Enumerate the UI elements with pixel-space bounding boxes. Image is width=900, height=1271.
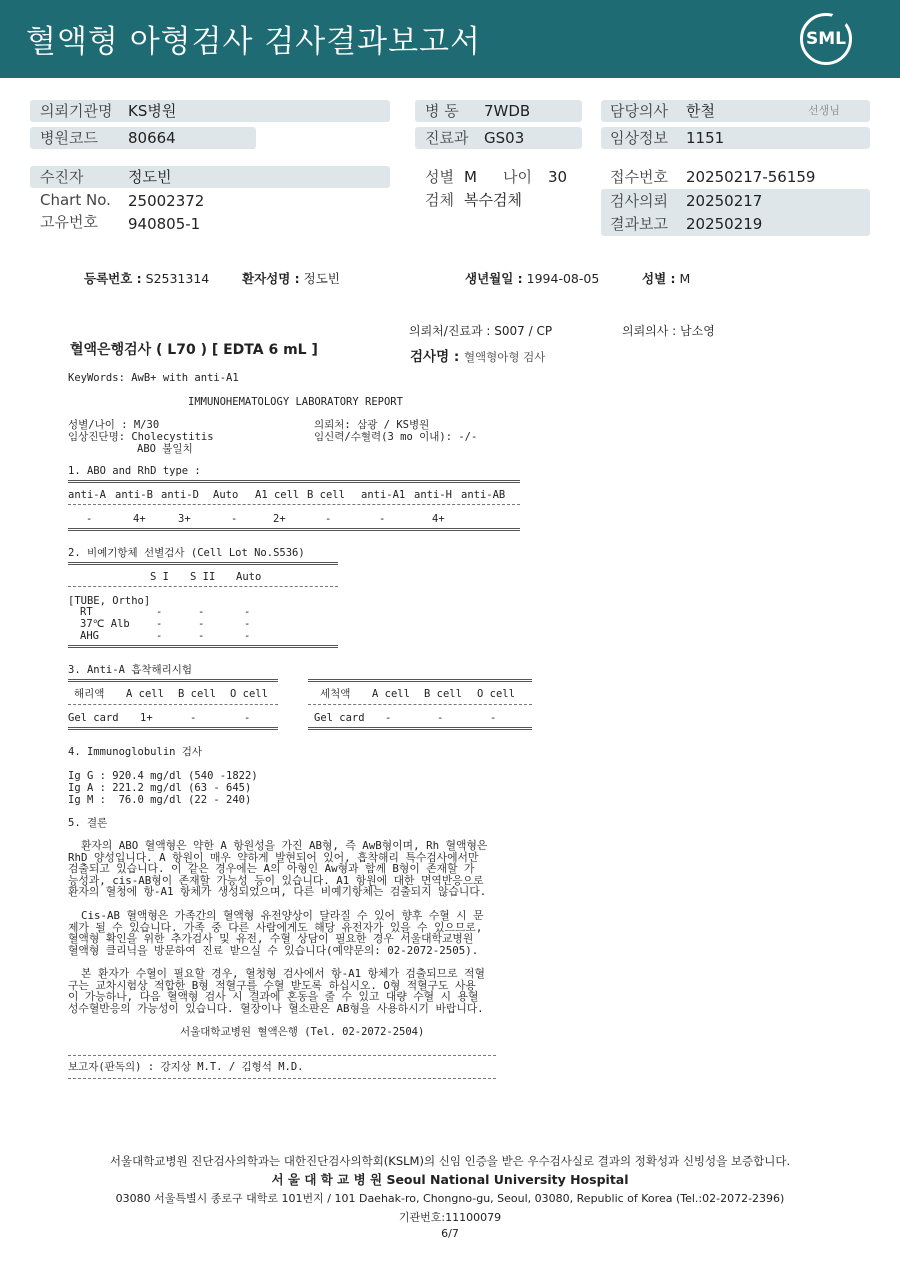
sex-label: 성별: [425, 168, 454, 186]
s2-h2: Auto: [236, 571, 262, 583]
specimen-label: 검체: [425, 191, 454, 209]
page-number: 6/7: [441, 1227, 459, 1240]
ig-g: Ig G : 920.4 mg/dl (540 -1822): [68, 770, 258, 782]
dept-value: GS03: [484, 129, 525, 147]
report-value: 20250219: [686, 215, 763, 233]
summary-sex: 성별 : M: [642, 271, 691, 286]
exam-name: 검사명 : 혈액형아형 검사: [410, 349, 546, 365]
report-label: 결과보고: [610, 215, 668, 233]
ward-label: 병 동: [425, 102, 459, 120]
s2-row-name: 37℃ Alb: [80, 618, 130, 630]
section1-rule-bottom: [68, 528, 520, 531]
section1-title: 1. ABO and RhD type :: [68, 465, 201, 477]
code-value: 80664: [128, 129, 176, 147]
s1-h8: anti-AB: [461, 489, 506, 501]
blood-bank-contact: 서울대학교병원 혈액은행 (Tel. 02-2072-2504): [180, 1026, 425, 1038]
doctor-suffix: 선생님: [808, 104, 840, 117]
reg-no: 등록번호 : S2531314: [84, 271, 210, 286]
section2-rule-top: [68, 562, 338, 565]
code-label: 병원코드: [40, 129, 98, 147]
s3-lv1: 1+: [140, 712, 153, 724]
s1-v2: 3+: [178, 513, 191, 525]
hospital-label: 의뢰기관명: [40, 102, 113, 120]
s2-cell: -: [244, 618, 251, 630]
report-header-band: [0, 0, 900, 78]
s1-h7: anti-H: [414, 489, 452, 501]
ward-value: 7WDB: [484, 102, 531, 120]
section3-left-rule-top: [68, 679, 278, 682]
s2-h0: S I: [150, 571, 169, 583]
sex-value: M: [464, 168, 477, 186]
section3-right-dash: [308, 704, 532, 705]
chart-label: Chart No.: [40, 191, 111, 209]
section2-rule-bottom: [68, 645, 338, 648]
s2-cell: -: [198, 618, 205, 630]
s1-v1: 4+: [133, 513, 146, 525]
s3-rv0: Gel card: [314, 712, 365, 724]
reporter-rule-top: [68, 1055, 496, 1056]
diagnosis: 임상진단명: Cholecystitis: [68, 431, 214, 443]
keywords: KeyWords: AwB+ with anti-A1: [68, 372, 239, 384]
section3-left-rule-bottom: [68, 727, 278, 730]
referrer: 의뢰처: 삼광 / KS병원: [314, 419, 430, 431]
accession-label: 접수번호: [610, 168, 668, 186]
s2-row-name: AHG: [80, 630, 99, 642]
specimen-value: 복수검체: [464, 191, 522, 209]
sex-age: 성별/나이 : M/30: [68, 419, 160, 431]
s1-h1: anti-B: [115, 489, 153, 501]
conclusion-paragraph-2: Cis-AB 혈액형은 가족간의 혈액형 유전양상이 달라질 수 있어 향후 수혈 시 문 제가 될 수 있습니다. 가족 중 다른 사람에게도 해당 유전자가 있을 수 있으므로, 혈액형 확인을 위한 추가검사 및 유전, 수혈 상담이 필요한 경우 서울대학교병원 혈액형 클리닉을 방문하여 진료 받으실 수 있습니다(예약문의: 02-2072-2505).: [68, 909, 484, 957]
accession-value: 20250217-56159: [686, 168, 816, 186]
s1-v3: -: [231, 513, 238, 525]
s1-h5: B cell: [307, 489, 345, 501]
section3-title: 3. Anti-A 흡착해리시험: [68, 664, 193, 676]
s3-lh1: A cell: [126, 688, 164, 700]
clinical-value: 1151: [686, 129, 725, 147]
s2-cell: -: [156, 618, 163, 630]
request-label: 검사의뢰: [610, 192, 668, 210]
s3-rv3: -: [490, 712, 497, 724]
s2-cell: -: [198, 630, 205, 642]
reporter-rule-bottom: [68, 1078, 496, 1079]
s3-lh3: O cell: [230, 688, 268, 700]
section5-title: 5. 결론: [68, 817, 108, 829]
s3-rh3: O cell: [477, 688, 515, 700]
ig-m: Ig M : 76.0 mg/dl (22 - 240): [68, 794, 252, 806]
s2-cell: -: [198, 606, 205, 618]
birth-date: 생년월일 : 1994-08-05: [465, 271, 600, 286]
section3-right-rule-bottom: [308, 727, 532, 730]
id-label: 고유번호: [40, 213, 98, 231]
patient-value: 정도빈: [128, 168, 172, 186]
patient-label: 수진자: [40, 168, 84, 186]
s1-h2: anti-D: [161, 489, 199, 501]
certification-note: 서울대학교병원 진단검사의학과는 대한진단검사의학회(KSLM)의 신임 인증을 받은 우수검사실로 결과의 정확성과 신빙성을 보증합니다.: [109, 1154, 791, 1168]
clinical-label: 임상정보: [610, 129, 668, 147]
section1-dash: [68, 504, 520, 505]
hospital-address: 03080 서울특별시 종로구 대학로 101번지 / 101 Daehak-ro, Chongno-gu, Seoul, 03080, Republic of Korea (Tel.:02-2072-2396): [115, 1192, 785, 1205]
s2-cell: -: [156, 606, 163, 618]
s3-rh2: B cell: [424, 688, 462, 700]
age-value: 30: [548, 168, 568, 186]
s1-v6: -: [379, 513, 386, 525]
s1-v0: -: [86, 513, 93, 525]
report-title: 혈액형 아형검사 검사결과보고서: [26, 24, 481, 60]
patient-row-bg: [30, 166, 390, 188]
lab-title: IMMUNOHEMATOLOGY LABORATORY REPORT: [188, 396, 403, 408]
s2-group: [TUBE, Ortho]: [68, 595, 151, 607]
s2-cell: -: [156, 630, 163, 642]
chart-value: 25002372: [128, 192, 205, 210]
sml-logo: [800, 13, 852, 65]
s1-h0: anti-A: [68, 489, 106, 501]
section2-title: 2. 비예기항체 선별검사 (Cell Lot No.S536): [68, 547, 305, 559]
age-label: 나이: [503, 168, 532, 186]
referring-doctor: 의뢰의사 : 남소영: [622, 324, 715, 338]
doctor-value: 한철: [686, 102, 715, 120]
test-name: 혈액은행검사 ( L70 ) [ EDTA 6 mL ]: [70, 342, 318, 358]
patient-name: 환자성명 : 정도빈: [242, 271, 340, 286]
id-value: 940805-1: [128, 215, 201, 233]
hospital-name: 서 울 대 학 교 병 원 Seoul National University Hospital: [271, 1172, 629, 1187]
request-value: 20250217: [686, 192, 763, 210]
s3-rv2: -: [437, 712, 444, 724]
s1-h6: anti-A1: [361, 489, 406, 501]
s3-lv0: Gel card: [68, 712, 119, 724]
section4-title: 4. Immunoglobulin 검사: [68, 746, 203, 758]
s1-h3: Auto: [213, 489, 239, 501]
section3-right-rule-top: [308, 679, 532, 682]
hospital-value: KS병원: [128, 102, 177, 120]
s3-lh2: B cell: [178, 688, 216, 700]
reporter: 보고자(판독의) : 강지상 M.T. / 김형석 M.D.: [68, 1061, 304, 1073]
section2-dash: [68, 586, 338, 587]
s3-lh0: 해리액: [74, 688, 105, 700]
s2-h1: S II: [190, 571, 216, 583]
s1-v7: 4+: [432, 513, 445, 525]
s1-h4: A1 cell: [255, 489, 300, 501]
doctor-label: 담당의사: [610, 102, 668, 120]
diagnosis-note: ABO 불일치: [137, 443, 193, 455]
institution-number: 기관번호:11100079: [398, 1211, 502, 1224]
s3-rh1: A cell: [372, 688, 410, 700]
logo-text: SML: [806, 29, 846, 49]
s2-cell: -: [244, 630, 251, 642]
s3-rv1: -: [385, 712, 392, 724]
s1-v4: 2+: [273, 513, 286, 525]
s3-rh0: 세척액: [320, 688, 351, 700]
section1-rule-top: [68, 480, 520, 483]
referral-info: 의뢰처/진료과 : S007 / CP: [409, 324, 553, 338]
conclusion-paragraph-3: 본 환자가 수혈이 필요할 경우, 혈청형 검사에서 항-A1 항체가 검출되므로 적혈 구는 교차시험상 적합한 B형 적혈구를 수혈 받도록 하십시오. O형 적혈구도 사용 이 가능하나, 다음 혈액형 검사 시 결과에 혼동을 줄 수 있고 대량 수혈 시 용혈 성수혈반응의 가능성이 있습니다. 혈장이나 혈소판은 AB형을 사용하시기 바랍니다.: [68, 967, 485, 1015]
conclusion-paragraph-1: 환자의 ABO 혈액형은 약한 A 항원성을 가진 AB형, 즉 AwB형이며, Rh 혈액형은 RhD 양성입니다. A 항원이 매우 약하게 발현되어 있어, 흡착해리 특수검사에서만 검출되고 있습니다. 이 같은 경우에는 A의 아형인 Aw형과 함께 B형이 존재할 가 능성과, cis-AB형이 존재할 가능성 등이 있습니다. A1 항원에 대한 면역반응으로 환자의 혈청에 항-A1 항체가 생성되었으며, 다른 비예기항체는 검출되지 않습니다.: [68, 839, 488, 898]
s3-lv2: -: [190, 712, 197, 724]
s3-lv3: -: [244, 712, 251, 724]
dept-label: 진료과: [425, 129, 469, 147]
section3-left-dash: [68, 704, 278, 705]
s1-v5: -: [325, 513, 332, 525]
pregnancy-transfusion: 임신력/수혈력(3 mo 이내): -/-: [314, 431, 478, 443]
ig-a: Ig A : 221.2 mg/dl (63 - 645): [68, 782, 252, 794]
s2-row-name: RT: [80, 606, 93, 618]
s2-cell: -: [244, 606, 251, 618]
